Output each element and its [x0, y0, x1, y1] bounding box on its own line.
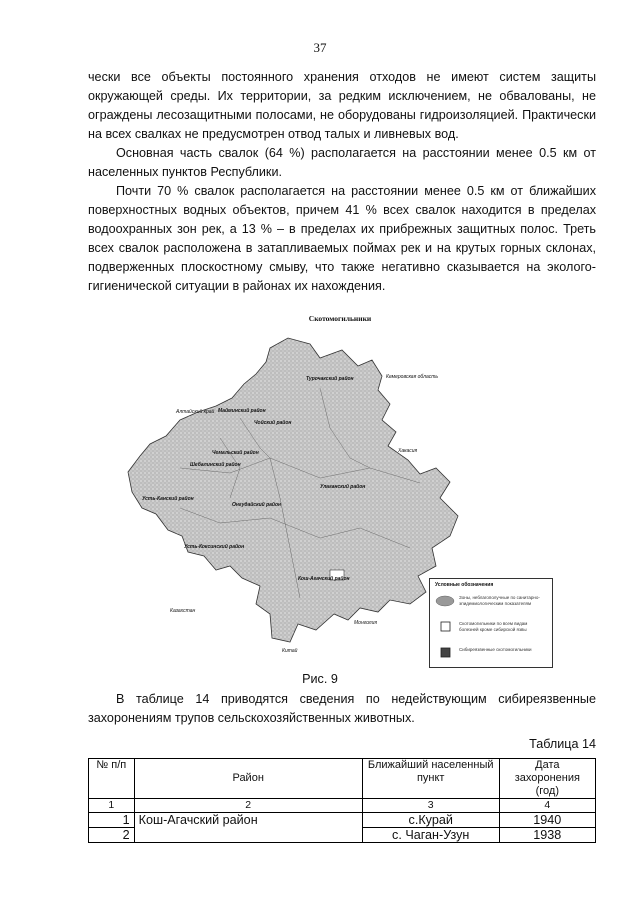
map-label-top-right: Кемеровская область	[386, 374, 439, 380]
map-label-choya: Чойский район	[254, 420, 292, 426]
header-year: Дата захоронения (год)	[499, 759, 595, 799]
colnum-2: 2	[134, 799, 362, 813]
legend-item-anthrax	[435, 647, 547, 663]
paragraph-1: чески все объекты постоянного хранения отходов не имеют систем защиты окружающей среды. Их территории, за редким исключением, не обвалованы, не ограждены лесозащитными полосами, не оборудованы гидроизоляцией. Практически на всех свалках не предусмотрен отвод талых и ливневых вод.	[88, 70, 596, 141]
legend-title: Условные обозначения	[435, 582, 494, 588]
map-label-ust-kan: Усть-Канский район	[142, 496, 194, 502]
paragraph-3: Почти 70 % свалок располагается на расстоянии менее 0.5 км от ближайших поверхностных водных объектов, причем 41 % всех свалок находится в пределах водоохранных зон рек, а 13 % – в пределах их прибрежных защитных полос. Треть всех свалок расположена в затапливаемых поймах рек и на крутых горных склонах, подверженных плоскостному смыву, что также негативно сказывается на эколого-гигиенической ситуации в районах их нахождения.	[88, 184, 596, 293]
map-label-ongudai: Онгудайский район	[232, 502, 282, 508]
burial-site-icon	[435, 621, 455, 633]
map-label-mongolia: Монголия	[354, 620, 378, 626]
body-text	[88, 68, 596, 296]
map-figure	[120, 308, 560, 668]
figure-caption: Рис. 9	[302, 672, 338, 686]
map-label-shebalino: Шебалинский район	[190, 462, 241, 468]
map-label-ulagan: Улаганский район	[320, 484, 366, 490]
table-row	[89, 813, 596, 828]
map-label-altai-krai: Алтайский край	[176, 409, 215, 415]
paragraph-2: Основная часть свалок (64 %) располагается на расстоянии менее 0.5 км от населенных пунктов Республики.	[88, 146, 596, 179]
row1-number: 1	[89, 813, 135, 828]
colnum-4: 4	[499, 799, 595, 813]
burial-table	[88, 758, 596, 843]
page-number: 37	[313, 40, 327, 55]
table-header-row	[89, 759, 596, 799]
header-district: Район	[134, 759, 362, 799]
map-label-kosh-agach: Кош-Агачский район	[298, 576, 350, 582]
map-label-kazakhstan: Казахстан	[170, 608, 196, 614]
anthrax-burial-icon	[435, 647, 455, 659]
map-legend	[429, 578, 553, 668]
row2-settlement: с. Чаган-Узун	[362, 828, 499, 843]
legend-text-zone: Зоны, неблагополучные по санитарно-эпидемиологическим показателям	[459, 595, 540, 606]
legend-text-anthrax: Сибиреязвенные скотомогильники	[459, 647, 532, 652]
map-label-turochak: Турочакский район	[306, 376, 354, 382]
paragraph-4: В таблице 14 приводятся сведения по недействующим сибиреязвенные захоронениям трупов сельскохозяйственных животных.	[88, 692, 596, 725]
row1-settlement: с.Курай	[362, 813, 499, 828]
region-outline	[128, 338, 458, 642]
legend-text-burial: Скотомогильники по всем видам болезней кроме сибирской язвы	[459, 621, 528, 632]
map-label-china: Китай	[282, 648, 298, 654]
row2-number: 2	[89, 828, 135, 843]
zone-blob-icon	[435, 595, 455, 607]
header-settlement: Ближайший населенный пункт	[362, 759, 499, 799]
map-title: Скотомогильники	[308, 314, 372, 323]
header-number: № п/п	[89, 759, 135, 799]
table-label: Таблица 14	[529, 737, 596, 751]
map-label-chemal: Чемальский район	[212, 450, 259, 456]
legend-item-zone	[435, 595, 547, 617]
paragraph-after-figure	[88, 690, 596, 728]
map-label-mayma: Майминский район	[218, 408, 266, 414]
map-label-right-mid: Хакасия	[398, 448, 418, 454]
row2-year: 1938	[499, 828, 595, 843]
row1-district: Кош-Агачский район	[134, 813, 362, 843]
colnum-3: 3	[362, 799, 499, 813]
colnum-1: 1	[89, 799, 135, 813]
map-label-ust-koksa: Усть-Коксинский район	[184, 544, 245, 550]
row1-year: 1940	[499, 813, 595, 828]
legend-item-burial	[435, 621, 547, 641]
table-column-numbers	[89, 799, 596, 813]
